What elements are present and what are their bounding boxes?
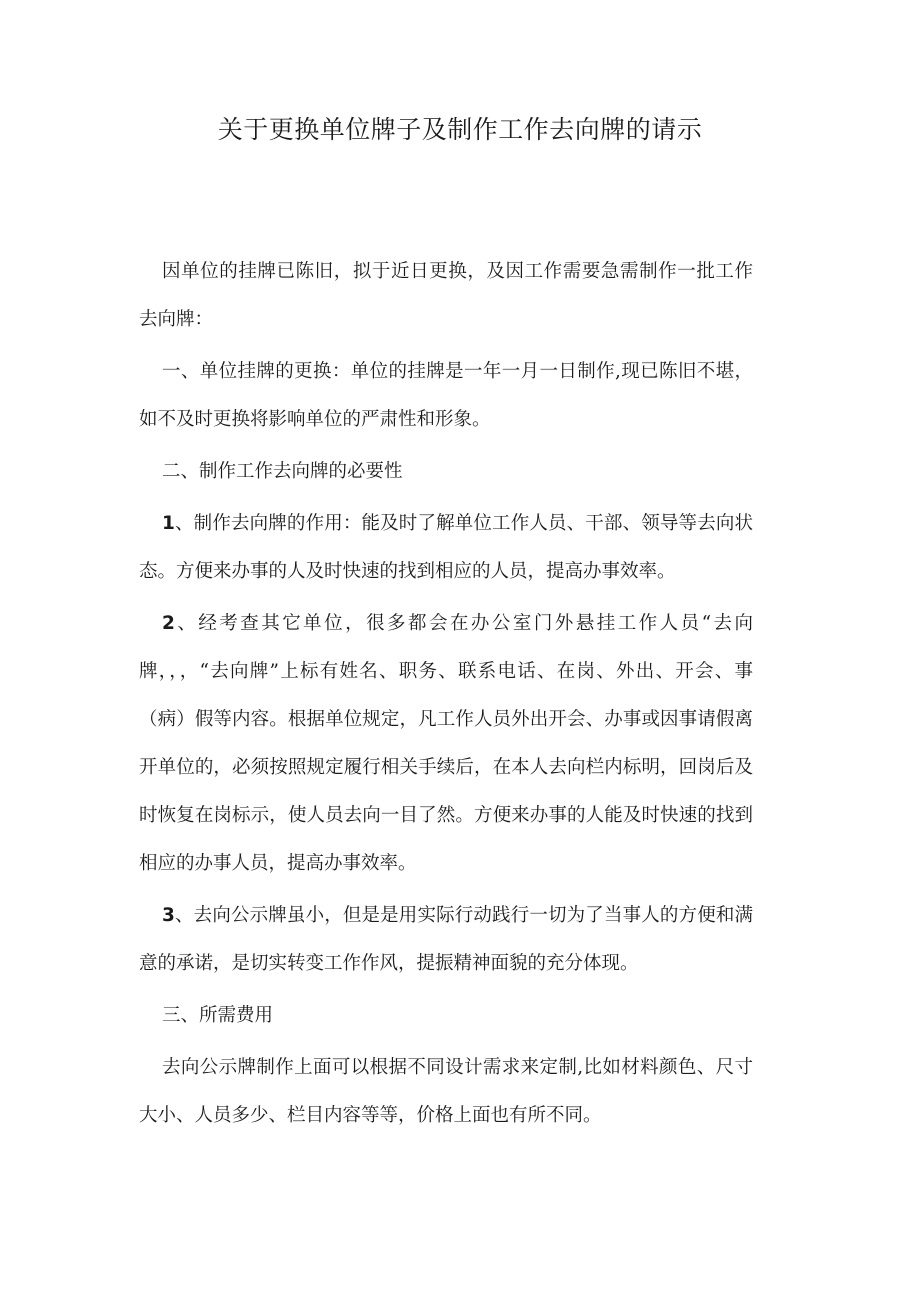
paragraph-text: 、制作去向牌的作用：能及时了解单位工作人员、干部、领导等去向状态。方便来办事的人及时快速的找到相应的人员，提高办事效率。 bbox=[139, 513, 753, 582]
paragraph-intro bbox=[139, 248, 753, 344]
paragraph-text: 因单位的挂牌已陈旧，拟于近日更换，及因工作需要急需制作一批工作去向牌： bbox=[139, 261, 753, 330]
item-number: 2 bbox=[162, 613, 175, 634]
item-number: 1 bbox=[162, 513, 175, 534]
paragraph-text: 三、所需费用 bbox=[162, 1005, 274, 1026]
item-number: 3 bbox=[162, 905, 175, 926]
paragraph-cost bbox=[139, 1044, 753, 1140]
paragraph-item-2 bbox=[139, 600, 753, 888]
paragraph-section-3-heading bbox=[139, 992, 753, 1040]
document-title: 关于更换单位牌子及制作工作去向牌的请示 bbox=[217, 115, 703, 144]
document-body bbox=[139, 248, 753, 1140]
paragraph-text: 、经考查其它单位，很多都会在办公室门外悬挂工作人员“去向牌，，，“去向牌”上标有姓名、职务、联系电话、在岗、外出、开会、事（病）假等内容。根据单位规定，凡工作人员外出开会、办事或因事请假离开单位的，必须按照规定履行相关手续后，在本人去向栏内标明，回岗后及时恢复在岗标示，使人员去向一目了然。方便来办事的人能及时快速的找到相应的办事人员，提高办事效率。 bbox=[139, 613, 753, 874]
paragraph-text: 二、制作工作去向牌的必要性 bbox=[162, 461, 403, 482]
paragraph-text: 一、单位挂牌的更换：单位的挂牌是一年一月一日制作,现已陈旧不堪，如不及时更换将影响单位的严肃性和形象。 bbox=[139, 361, 753, 430]
paragraph-section-1 bbox=[139, 348, 753, 444]
paragraph-text: 去向公示牌制作上面可以根据不同设计需求来定制,比如材料颜色、尺寸大小、人员多少、栏目内容等等，价格上面也有所不同。 bbox=[139, 1057, 753, 1126]
paragraph-item-1 bbox=[139, 500, 753, 596]
paragraph-text: 、去向公示牌虽小，但是是用实际行动践行一切为了当事人的方便和满意的承诺，是切实转变工作作风，提振精神面貌的充分体现。 bbox=[139, 905, 753, 974]
paragraph-item-3 bbox=[139, 892, 753, 988]
paragraph-section-2-heading bbox=[139, 448, 753, 496]
